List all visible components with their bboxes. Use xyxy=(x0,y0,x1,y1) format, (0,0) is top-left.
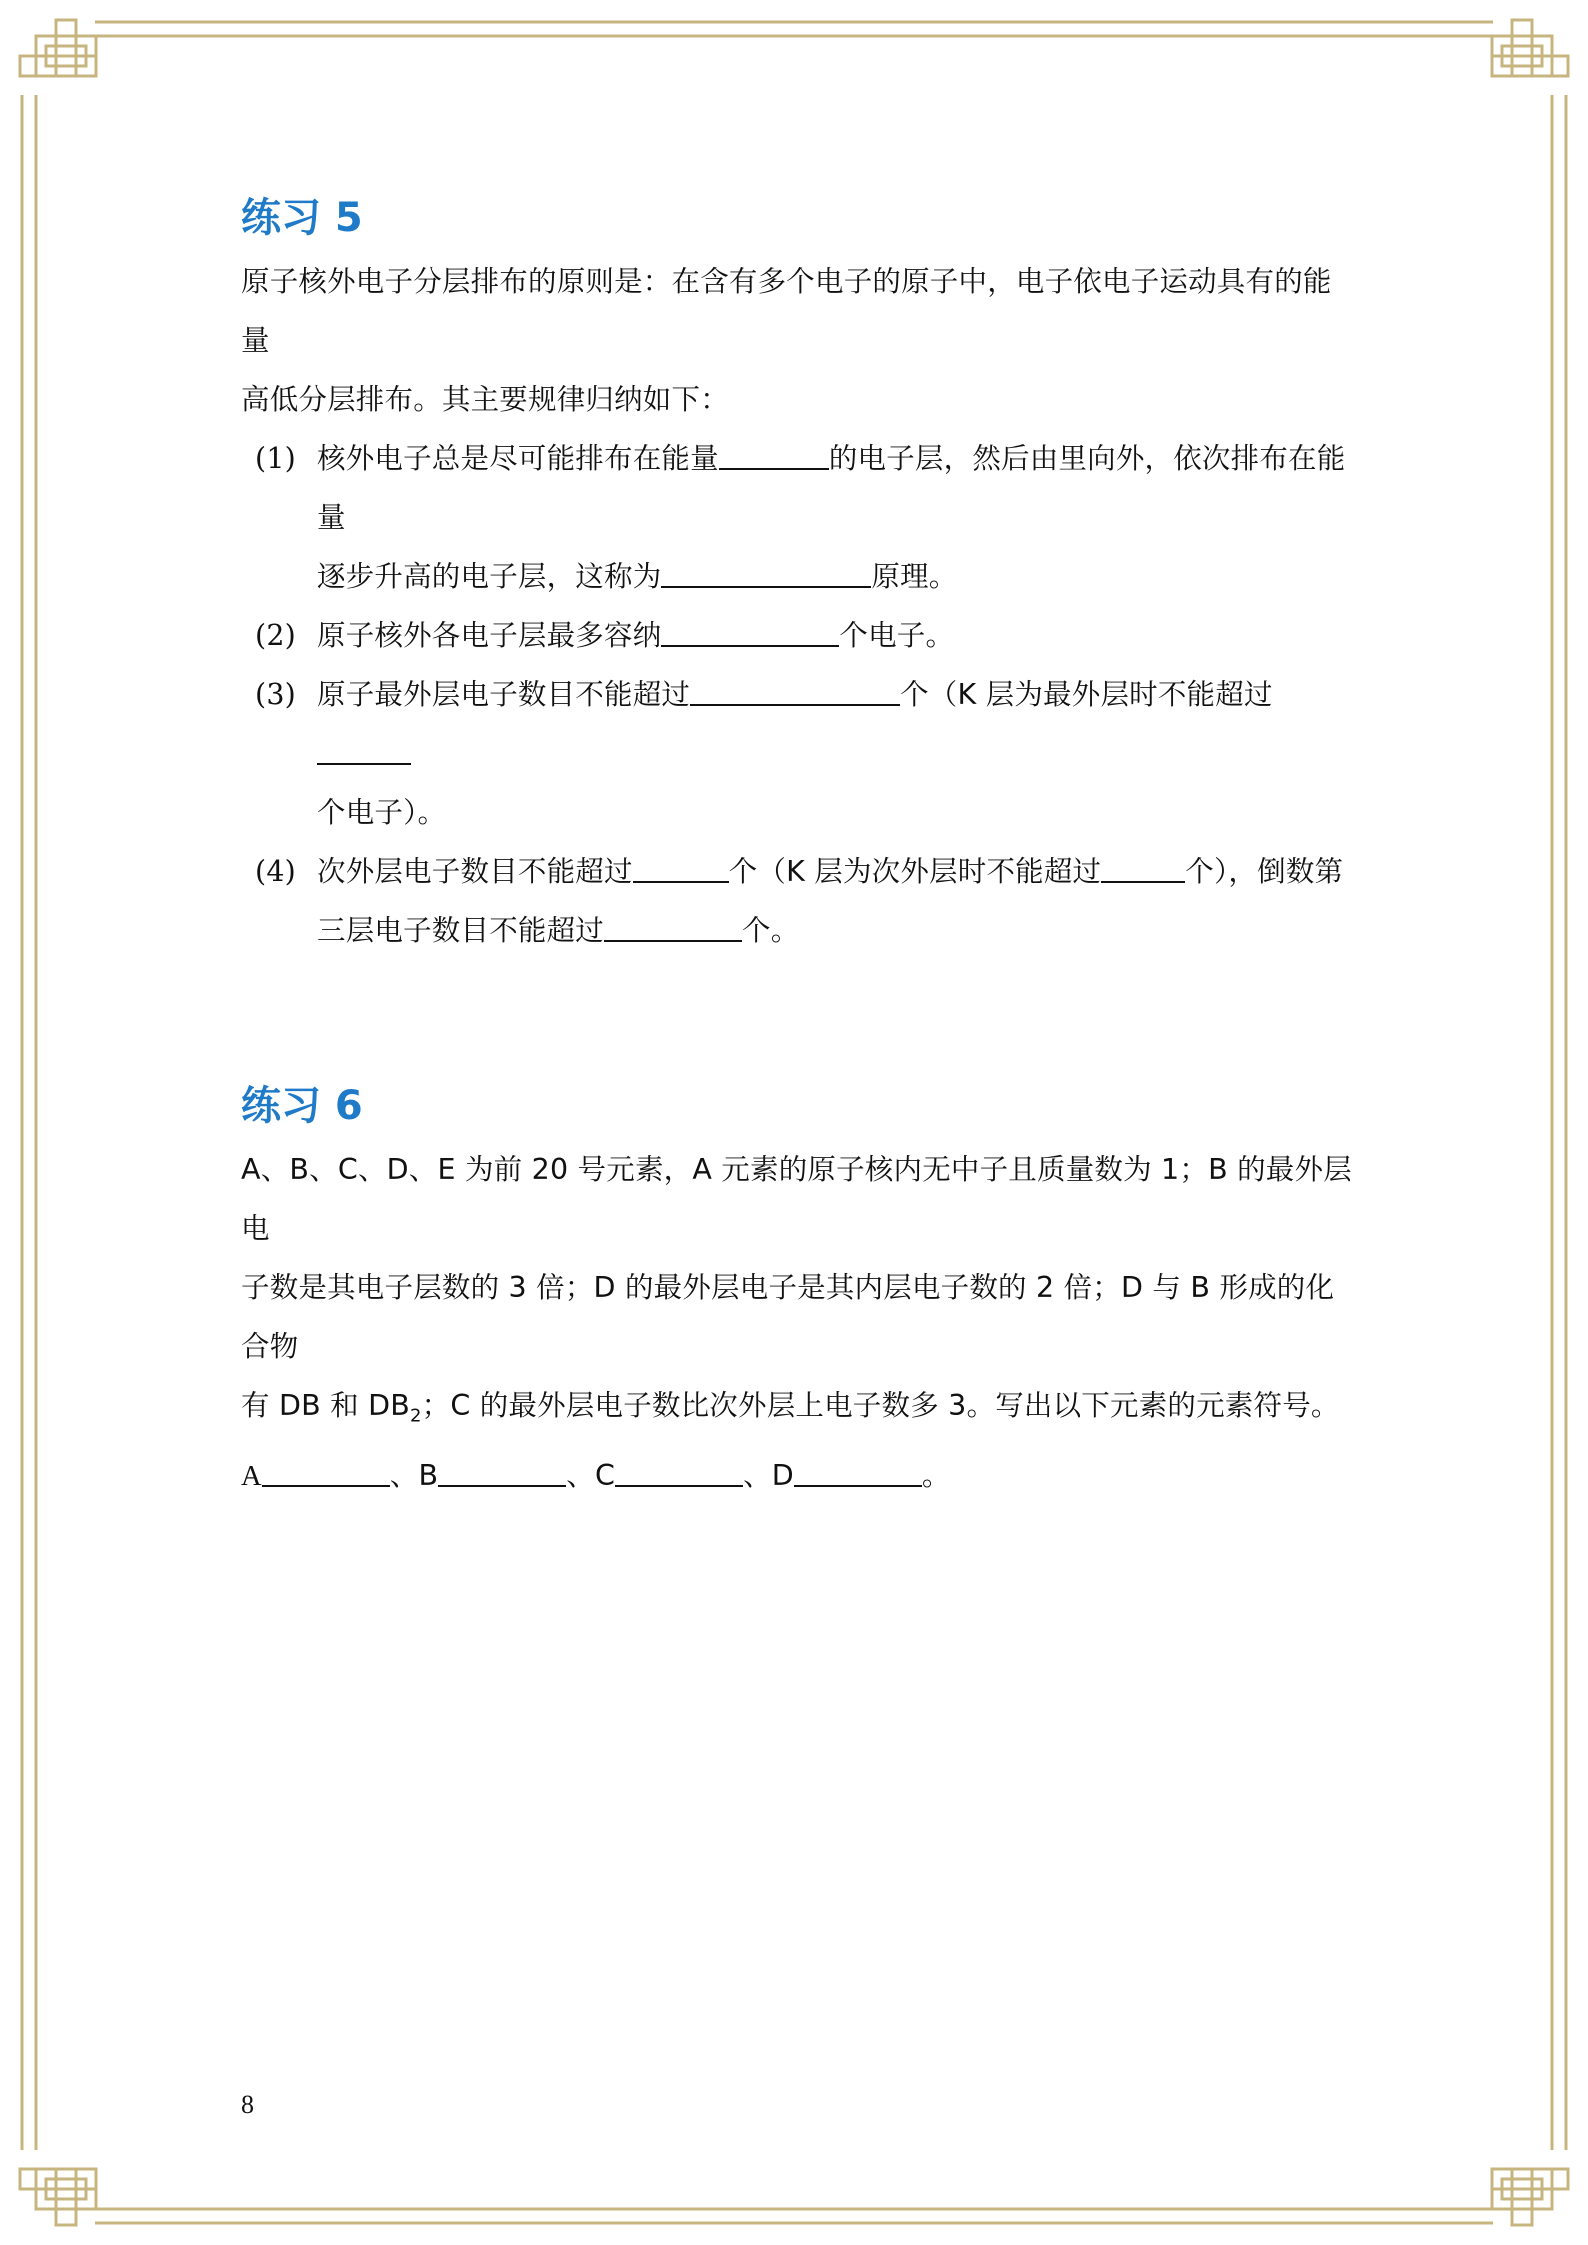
answer-blank[interactable] xyxy=(1101,853,1185,884)
answer-blank-b[interactable] xyxy=(438,1456,566,1487)
answer-blank[interactable] xyxy=(661,558,871,589)
exercise-5 xyxy=(241,190,1356,960)
exercise-6-title: 练习 6 xyxy=(241,1083,363,1129)
exercise-6-line-3 xyxy=(241,1376,1356,1446)
exercise-5-intro-line-2: 高低分层排布。其主要规律归纳如下： xyxy=(241,383,729,416)
corner-ornament-top-right xyxy=(1492,20,1568,76)
page-number: 8 xyxy=(241,2090,254,2119)
item-text: 个电子。 xyxy=(839,619,955,652)
answer-blank[interactable] xyxy=(719,440,829,471)
item-number: (3) xyxy=(255,678,296,711)
item-text: 原理。 xyxy=(871,560,958,593)
item-text: 个。 xyxy=(742,914,800,947)
exercise-5-item-3 xyxy=(241,665,1356,842)
exercise-5-item-4 xyxy=(241,842,1356,960)
item-text: 个电子）。 xyxy=(317,796,447,829)
answer-label-d: 、D xyxy=(743,1458,794,1492)
answer-label-a: A xyxy=(241,1460,262,1492)
line-text: ；C 的最外层电子数比次外层上电子数多 3。写出以下元素的元素符号。 xyxy=(421,1389,1340,1422)
item-text: 个），倒数第 xyxy=(1185,855,1344,888)
item-text: 次外层电子数目不能超过 xyxy=(317,855,633,888)
answer-blank[interactable] xyxy=(604,912,742,943)
line-text: 有 DB 和 DB xyxy=(241,1389,410,1422)
corner-ornament-bottom-right xyxy=(1492,2169,1568,2225)
exercise-5-intro-line-1: 原子核外电子分层排布的原则是：在含有多个电子的原子中，电子依电子运动具有的能量 xyxy=(241,265,1332,357)
answer-blank-d[interactable] xyxy=(794,1456,922,1487)
subscript: 2 xyxy=(409,1405,422,1427)
item-number: (1) xyxy=(255,442,296,475)
item-text: 个（K 层为次外层时不能超过 xyxy=(728,855,1102,888)
answer-label-b: 、B xyxy=(389,1458,439,1492)
answer-blank[interactable] xyxy=(633,853,729,884)
item-text: 原子核外各电子层最多容纳 xyxy=(317,619,662,652)
item-number: (2) xyxy=(255,619,296,652)
worksheet-content xyxy=(241,190,1356,1506)
corner-ornament-bottom-left xyxy=(20,2169,96,2225)
item-text: 个（K 层为最外层时不能超过 xyxy=(900,678,1273,711)
item-text: 核外电子总是尽可能排布在能量 xyxy=(317,442,719,475)
corner-ornament-top-left xyxy=(20,20,96,76)
answer-blank-c[interactable] xyxy=(615,1456,743,1487)
item-text: 原子最外层电子数目不能超过 xyxy=(317,678,691,711)
item-number: (4) xyxy=(255,855,296,888)
answer-blank-a[interactable] xyxy=(262,1456,390,1487)
item-text: 的电子层，然后由里向外，依次排布在能量 xyxy=(317,442,1346,534)
item-text: 三层电子数目不能超过 xyxy=(317,914,605,947)
exercise-6-answers xyxy=(241,1446,1356,1506)
exercise-6 xyxy=(241,1078,1356,1506)
exercise-6-line-2: 子数是其电子层数的 3 倍；D 的最外层电子是其内层电子数的 2 倍；D 与 B 形成的化合物 xyxy=(241,1271,1335,1363)
exercise-5-item-2 xyxy=(241,606,1356,665)
answer-blank[interactable] xyxy=(690,676,900,707)
answer-end: 。 xyxy=(921,1458,951,1492)
item-text: 逐步升高的电子层，这称为 xyxy=(317,560,662,593)
exercise-6-line-1: A、B、C、D、E 为前 20 号元素，A 元素的原子核内无中子且质量数为 1；B 的最外层电 xyxy=(241,1153,1352,1245)
answer-blank[interactable] xyxy=(661,617,839,648)
exercise-5-item-1 xyxy=(241,429,1356,606)
exercise-5-title: 练习 5 xyxy=(241,195,363,241)
section-gap xyxy=(241,960,1356,1078)
answer-label-c: 、C xyxy=(566,1458,616,1492)
answer-blank[interactable] xyxy=(317,735,411,766)
